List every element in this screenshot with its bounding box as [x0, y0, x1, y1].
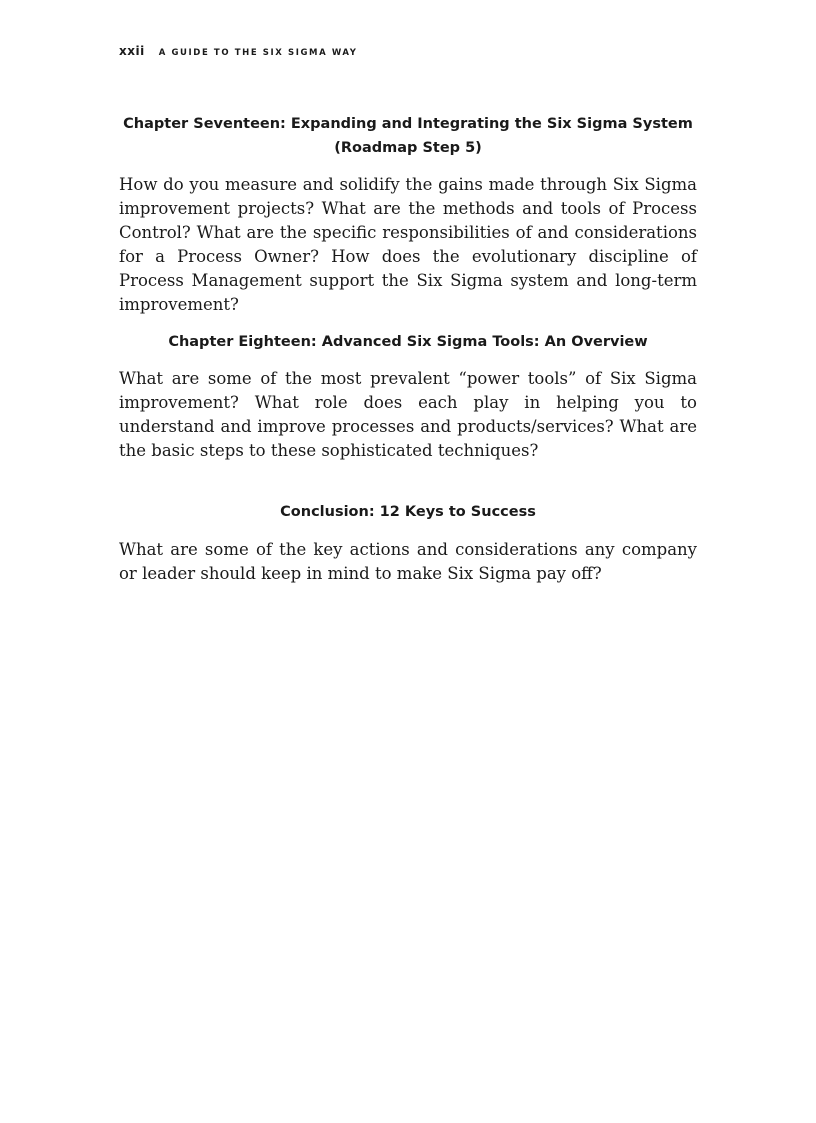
chapter-eighteen-heading-line-1: Chapter Eighteen: Advanced Six Sigma Tools: An Overview: [168, 334, 648, 350]
conclusion-heading: [119, 500, 697, 524]
conclusion-heading-line-1: Conclusion: 12 Keys to Success: [280, 504, 536, 520]
chapter-seventeen-heading-line-1: Chapter Seventeen: Expanding and Integrating the Six Sigma System: [123, 116, 693, 132]
page-number: xxii: [119, 44, 145, 58]
chapter-eighteen-summary: What are some of the most prevalent “power tools” of Six Sigma improvement? What role does each play in helping you to understand and improve processes and products/services? What are the basic steps to these sophisticated techniques?: [119, 369, 697, 460]
chapter-seventeen-heading: [119, 112, 697, 160]
conclusion-summary: What are some of the key actions and considerations any company or leader should keep in mind to make Six Sigma pay off?: [119, 540, 697, 583]
chapter-eighteen-heading: [119, 330, 697, 354]
running-head: [119, 44, 358, 58]
running-head-title: A GUIDE TO THE SIX SIGMA WAY: [158, 48, 358, 58]
chapter-seventeen-heading-line-2: (Roadmap Step 5): [334, 140, 482, 156]
chapter-seventeen-summary: How do you measure and solidify the gains made through Six Sigma improvement projects? What are the methods and tools of Process Control? What are the specific responsibilities of and considerations for a Process Owner? How does the evolutionary discipline of Process Management support the Six Sigma system and long-term improvement?: [119, 175, 697, 314]
